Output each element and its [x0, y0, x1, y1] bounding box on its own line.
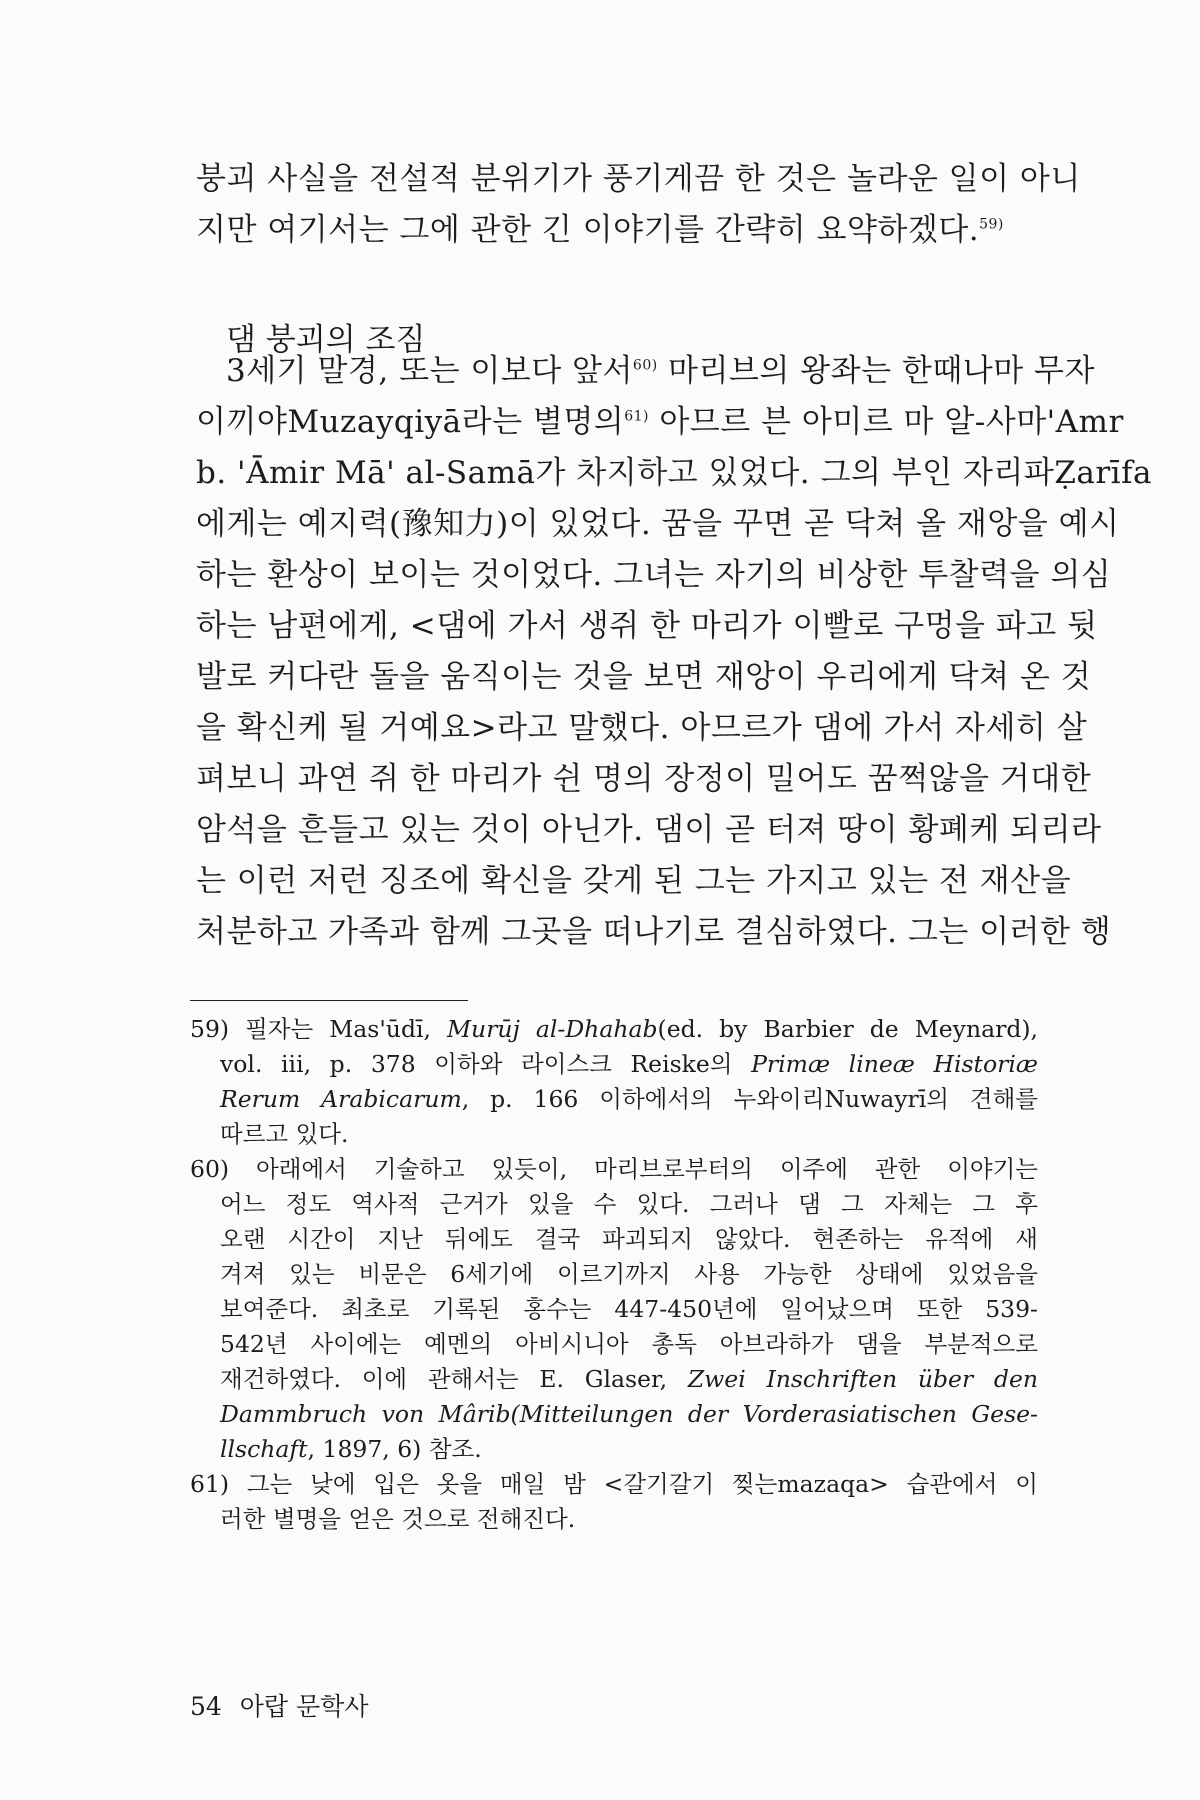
- footnote-line: Dammbruch von Mârib(Mitteilungen der Vorderasiatischen Gese-: [220, 1400, 1038, 1428]
- footnote-line: vol. iii, p. 378 이하와 라이스크 Reiske의 Primæ lineæ Historiæ: [220, 1050, 1038, 1078]
- text-line: 지만 여기서는 그에 관한 긴 이야기를 간략히 요약하겠다.$^{59)}$: [196, 212, 1004, 248]
- paragraph-continuation: [196, 154, 1081, 256]
- footnote-59: [190, 1012, 1038, 1152]
- footnote-ref-60[interactable]: 60): [632, 357, 658, 374]
- text-line: 하는 환상이 보이는 것이었다. 그녀는 자기의 비상한 투찰력을 의심: [196, 557, 1112, 593]
- footnote-ref-61[interactable]: 61): [624, 408, 649, 425]
- footnote-61: [190, 1467, 1038, 1537]
- footnote-line: 재건하였다. 이에 관해서는 E. Glaser, Zwei Inschriften über den: [220, 1365, 1039, 1393]
- footnote-line: llschaft, 1897, 6) 참조.: [220, 1435, 482, 1463]
- main-paragraph: [196, 346, 1153, 958]
- footnote-ref-59[interactable]: 59): [979, 216, 1004, 233]
- footnote-line: 59) 필자는 Mas'ūdī, Murūj al-Dhahab(ed. by Barbier de Meynard),: [190, 1015, 1038, 1043]
- text-line: 처분하고 가족과 함께 그곳을 떠나기로 결심하였다. 그는 이러한 행: [196, 914, 1112, 950]
- footnote-60: [190, 1152, 1038, 1467]
- text-line: 3세기 말경, 또는 이보다 앞서$^{60)}$ 마리브의 왕좌는 한때나마 무자: [226, 353, 1095, 389]
- footnote-line: 오랜 시간이 지난 뒤에도 결국 파괴되지 않았다. 현존하는 유적에 새: [220, 1225, 1038, 1253]
- footnote-line: 61) 그는 낮에 입은 옷을 매일 밤 <갈기갈기 찢는mazaqa> 습관에서 이: [190, 1470, 1039, 1498]
- running-title: 아랍 문학사: [239, 1692, 369, 1721]
- footnote-line: 60) 아래에서 기술하고 있듯이, 마리브로부터의 이주에 관한 이야기는: [190, 1155, 1038, 1183]
- text-line: 에게는 예지력(豫知力)이 있었다. 꿈을 꾸면 곧 닥쳐 올 재앙을 예시: [196, 506, 1120, 542]
- page-number: 54: [190, 1692, 222, 1721]
- footnote-line: 어느 정도 역사적 근거가 있을 수 있다. 그러나 댐 그 자체는 그 후: [220, 1190, 1038, 1218]
- text-line: 이끼야Muzayqiyā라는 별명의$^{61)}$ 아므르 븐 아미르 마 알-사마'Amr: [196, 404, 1124, 440]
- text-line: 암석을 흔들고 있는 것이 아닌가. 댐이 곧 터져 땅이 황폐케 되리라: [196, 812, 1102, 848]
- text-line: 하는 남편에게, <댐에 가서 생쥐 한 마리가 이빨로 구멍을 파고 뒷: [196, 608, 1098, 644]
- page-footer: [190, 1690, 368, 1724]
- text-line: 는 이런 저런 징조에 확신을 갖게 된 그는 가지고 있는 전 재산을: [196, 863, 1072, 899]
- footnote-divider: [190, 1000, 468, 1001]
- text-line: 을 확신케 될 거예요>라고 말했다. 아므르가 댐에 가서 자세히 살: [196, 710, 1088, 746]
- footnote-line: 겨져 있는 비문은 6세기에 이르기까지 사용 가능한 상태에 있었음을: [220, 1260, 1038, 1288]
- text-line: 펴보니 과연 쥐 한 마리가 쉰 명의 장정이 밀어도 꿈쩍않을 거대한: [196, 761, 1092, 797]
- footnote-line: 542년 사이에는 예멘의 아비시니아 총독 아브라하가 댐을 부분적으로: [220, 1330, 1038, 1358]
- text-line: 붕괴 사실을 전설적 분위기가 풍기게끔 한 것은 놀라운 일이 아니: [196, 161, 1081, 197]
- footnote-line: Rerum Arabicarum, p. 166 이하에서의 누와이리Nuwayrī의 견해를: [220, 1085, 1038, 1113]
- section-heading: 댐 붕괴의 조짐: [226, 322, 426, 358]
- footnote-line: 보여준다. 최초로 기록된 홍수는 447-450년에 일어났으며 또한 539-: [220, 1295, 1038, 1323]
- text-line: 발로 커다란 돌을 움직이는 것을 보면 재앙이 우리에게 닥쳐 온 것: [196, 659, 1092, 695]
- text-line: b. 'Āmir Mā' al-Samā가 차지하고 있었다. 그의 부인 자리파Ẓarīfa: [196, 455, 1153, 491]
- footnote-line: 따르고 있다.: [220, 1120, 349, 1148]
- footnotes: [190, 1012, 1038, 1537]
- footnote-line: 러한 별명을 얻은 것으로 전해진다.: [220, 1505, 576, 1533]
